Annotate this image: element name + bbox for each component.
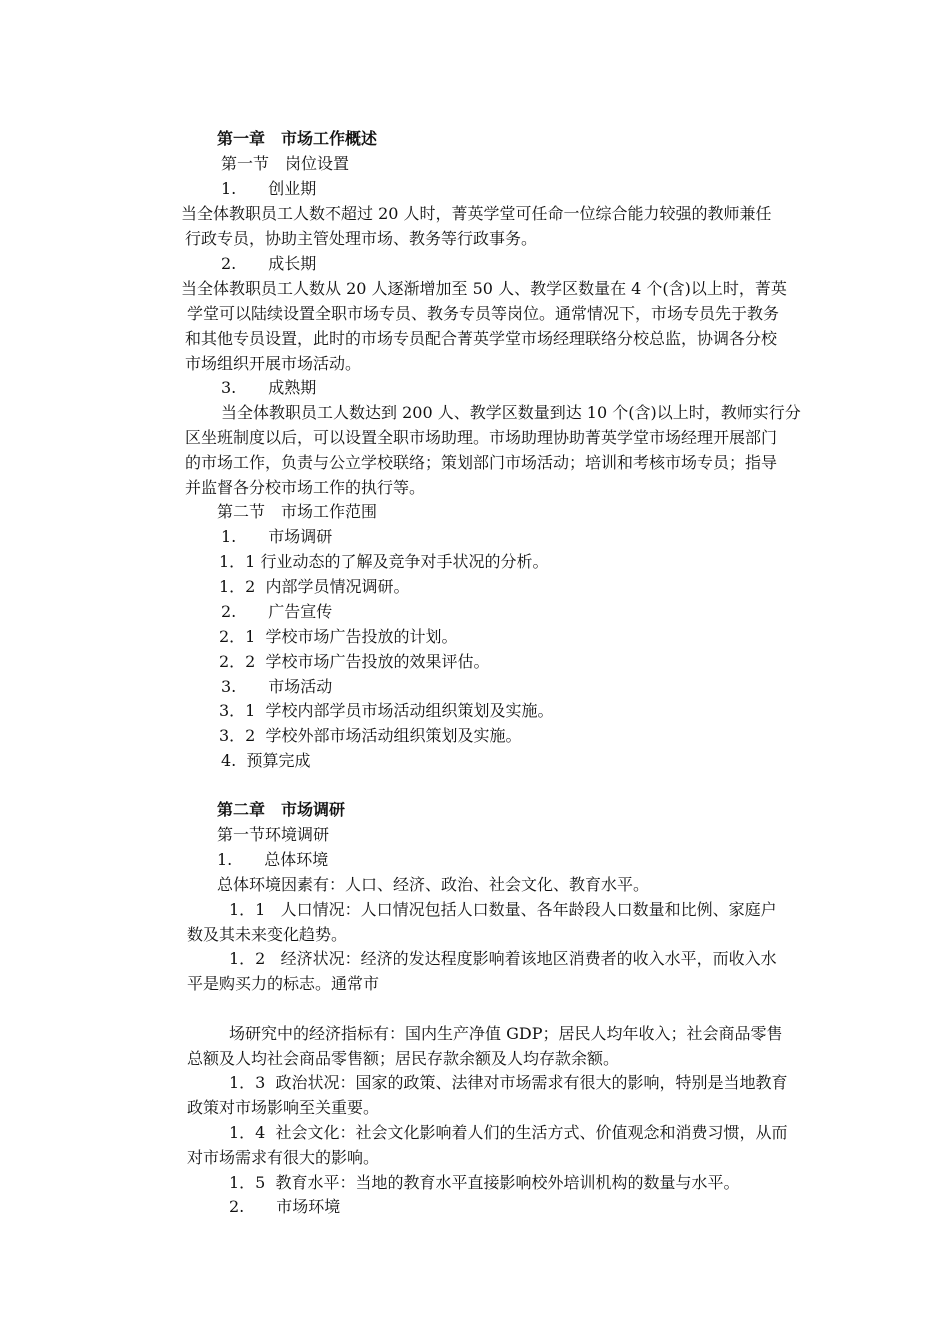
paragraph-line: 平是购买力的标志。通常市 bbox=[187, 974, 380, 993]
item-heading: 4. 预算完成 bbox=[221, 751, 311, 770]
paragraph-line: 总额及人均社会商品零售额；居民存款余额及人均存款余额。 bbox=[187, 1049, 620, 1068]
sub-item: 1．1 行业动态的了解及竞争对手状况的分析。 bbox=[219, 552, 549, 571]
paragraph-line: 1．2 经济状况：经济的发达程度影响着该地区消费者的收入水平，而收入水 bbox=[229, 949, 777, 968]
section-heading: 第一节环境调研 bbox=[217, 825, 330, 844]
section-2-heading: 第二节 市场工作范围 bbox=[217, 502, 378, 521]
section-1-heading: 第一节 岗位设置 bbox=[221, 154, 350, 173]
item-heading: 2. 成长期 bbox=[221, 254, 317, 273]
paragraph-line: 并监督各分校市场工作的执行等。 bbox=[185, 478, 426, 497]
paragraph-line: 1．5 教育水平：当地的教育水平直接影响校外培训机构的数量与水平。 bbox=[229, 1173, 740, 1192]
paragraph-line: 学堂可以陆续设置全职市场专员、教务专员等岗位。通常情况下，市场专员先于教务 bbox=[187, 304, 780, 323]
paragraph-line: 行政专员，协助主管处理市场、教务等行政事务。 bbox=[185, 229, 538, 248]
item-heading: 2. 广告宣传 bbox=[221, 602, 333, 621]
item-heading: 1. 总体环境 bbox=[217, 850, 329, 869]
sub-item: 1．2 内部学员情况调研。 bbox=[219, 577, 410, 596]
paragraph-line: 当全体教职员工人数从 20 人逐渐增加至 50 人、教学区数量在 4 个(含)以上时，菁英 bbox=[181, 279, 787, 298]
paragraph-line: 的市场工作，负责与公立学校联络；策划部门市场活动；培训和考核市场专员；指导 bbox=[185, 453, 778, 472]
chapter-1-heading: 第一章 市场工作概述 bbox=[217, 129, 378, 148]
sub-item: 2．1 学校市场广告投放的计划。 bbox=[219, 627, 458, 646]
paragraph-line: 区坐班制度以后，可以设置全职市场助理。市场助理协助菁英学堂市场经理开展部门 bbox=[185, 428, 778, 447]
paragraph-line: 1．4 社会文化：社会文化影响着人们的生活方式、价值观念和消费习惯，从而 bbox=[229, 1123, 788, 1142]
item-heading: 2. 市场环境 bbox=[229, 1197, 341, 1216]
item-heading: 3. 成熟期 bbox=[221, 378, 317, 397]
paragraph-line: 当全体教职员工人数不超过 20 人时，菁英学堂可任命一位综合能力较强的教师兼任 bbox=[181, 204, 772, 223]
paragraph-line: 1．3 政治状况：国家的政策、法律对市场需求有很大的影响，特别是当地教育 bbox=[229, 1073, 788, 1092]
paragraph-line: 数及其未来变化趋势。 bbox=[187, 925, 348, 944]
chapter-2-heading: 第二章 市场调研 bbox=[217, 800, 346, 819]
item-heading: 1. 创业期 bbox=[221, 179, 317, 198]
paragraph-line: 对市场需求有很大的影响。 bbox=[187, 1148, 380, 1167]
paragraph-line: 当全体教职员工人数达到 200 人、教学区数量到达 10 个(含)以上时，教师实行分 bbox=[221, 403, 801, 422]
paragraph-line: 总体环境因素有：人口、经济、政治、社会文化、教育水平。 bbox=[217, 875, 650, 894]
paragraph-line: 和其他专员设置，此时的市场专员配合菁英学堂市场经理联络分校总监，协调各分校 bbox=[185, 329, 778, 348]
sub-item: 3．1 学校内部学员市场活动组织策划及实施。 bbox=[219, 701, 554, 720]
paragraph-line: 政策对市场影响至关重要。 bbox=[187, 1098, 380, 1117]
item-heading: 3. 市场活动 bbox=[221, 677, 333, 696]
sub-item: 2．2 学校市场广告投放的效果评估。 bbox=[219, 652, 490, 671]
paragraph-line: 场研究中的经济指标有：国内生产净值 GDP；居民人均年收入；社会商品零售 bbox=[229, 1024, 783, 1043]
paragraph-line: 市场组织开展市场活动。 bbox=[185, 354, 362, 373]
sub-item: 3．2 学校外部市场活动组织策划及实施。 bbox=[219, 726, 522, 745]
paragraph-line: 1．1 人口情况：人口情况包括人口数量、各年龄段人口数量和比例、家庭户 bbox=[229, 900, 777, 919]
item-heading: 1. 市场调研 bbox=[221, 527, 333, 546]
